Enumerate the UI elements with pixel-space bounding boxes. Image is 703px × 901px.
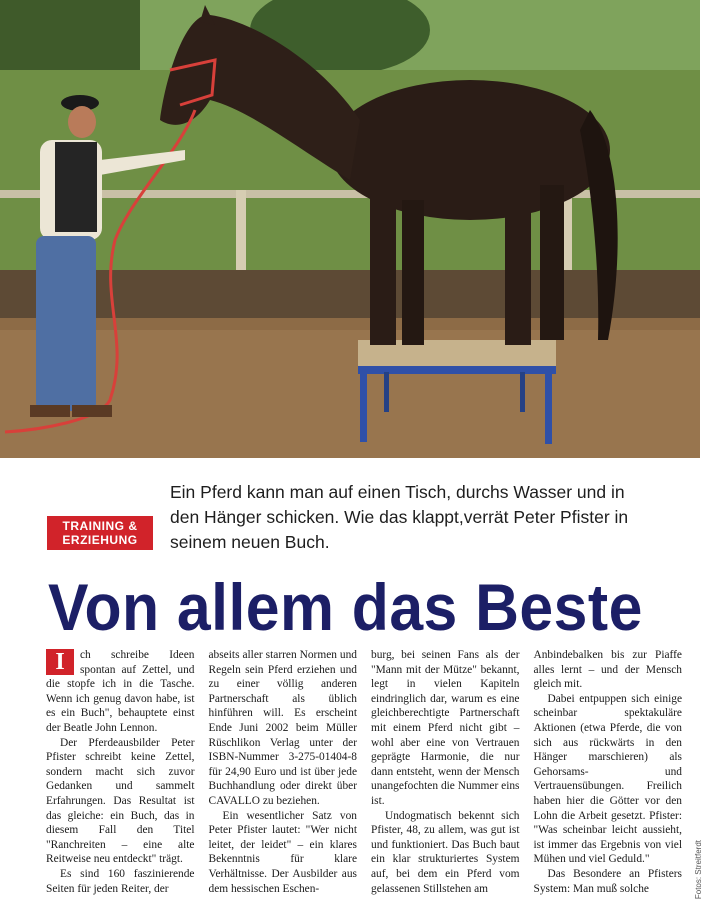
arena-wall xyxy=(0,270,700,320)
paragraph: Es sind 160 faszinierende Seiten für jeden Reiter, der xyxy=(46,867,195,895)
paragraph: I ch schreibe Ideen spontan auf Zettel, und die stopfe ich in die Tasche. Wenn ich genug davon habe, ist es ein Buch", behauptete einst der Beatle John Lennon. xyxy=(46,649,195,734)
paragraph: burg, bei seinen Fans als der "Mann mit der Mütze" bekannt, legt in vielen Kapiteln eindringlich dar, warum es eine gleichberechtigte Partnerschaft mit einem Pferd nicht gibt – wohl aber eine von Vertrauen geprägte Harmonie, die nur dann entsteht, wenn der Mensch unangefochten die Nummer eins ist. xyxy=(371,649,520,807)
text-column-2 xyxy=(209,648,358,896)
table-leg xyxy=(360,372,367,442)
article-headline: Von allem das Beste xyxy=(48,570,643,644)
category-line-2: ERZIEHUNG xyxy=(62,533,138,547)
text-column-1 xyxy=(46,648,195,896)
man-boot xyxy=(30,405,70,417)
text-column-4 xyxy=(534,648,683,896)
man-head xyxy=(68,106,96,138)
man-vest xyxy=(55,142,97,232)
article-deck: Ein Pferd kann man auf einen Tisch, durchs Wasser und in den Hänger schicken. Wie das klappt,verrät Peter Pfister in seinem neuen Buch. xyxy=(170,482,629,552)
paragraph: abseits aller starren Normen und Regeln sein Pferd erziehen und zu einer völlig anderen Partnerschaft als üblich hinführen will. Es erscheint Ende Juni 2002 beim Müller Rüschlikon Verlag unter der ISBN-Nummer 3-275-01404-8 für 24,90 Euro und ist über jede Buchhandlung oder direkt über CAVALLO zu beziehen. xyxy=(208,649,357,807)
man-jeans xyxy=(36,236,96,411)
photo-credit: Fotos: Streitferdt xyxy=(694,840,703,900)
text-column-3 xyxy=(371,648,520,896)
table-leg xyxy=(545,372,552,444)
paragraph: Ein wesentlicher Satz von Peter Pfister lautet: "Wer nicht leitet, der leidet" – ein klares Bekenntnis für klare Verhältnisse. Der Ausbilder aus dem hessischen Eschen- xyxy=(208,809,357,895)
fence-post xyxy=(236,190,246,270)
category-line-1: TRAINING & xyxy=(62,519,138,533)
paragraph: Anbindebalken bis zur Piaffe alles lernt – und der Mensch gleich mit. xyxy=(533,649,682,691)
paragraph: Das Besondere an Pfisters System: Man muß solche xyxy=(533,867,682,895)
paragraph: Undogmatisch bekennt sich Pfister, 48, zu allem, was gut ist und funktioniert. Das Buch baut ein klar strukturiertes System auf, bei dem ein Pferd vom gelassenen Stillstehen am xyxy=(371,809,520,895)
horse-leg xyxy=(370,190,396,345)
drop-cap: I xyxy=(46,649,74,675)
paragraph: Dabei entpuppen sich einige scheinbar spektakuläre Aktionen (etwa Pferde, die von sich aus rückwärts in den Hänger marschieren) als Gehorsams- und Vertrauensübungen. Freilich haben hier die Götter vor den Lohn die Arbeit gesetzt. Pfister: "Was scheinbar leicht aussieht, ist immer das Ergebnis von viel Mühen und viel Geduld." xyxy=(533,692,682,866)
category-label xyxy=(47,516,153,550)
article-body xyxy=(46,648,682,896)
paragraph: Der Pferdeausbilder Peter Pfister schreibt keine Zettel, sondern macht sich zuvor Gedanken und sammelt Erfahrungen. Das Resultat ist das gleiche: ein Buch, das in diesem Fall den Titel "Ranchreiten – eine alte Reitweise neu entdeckt" trägt. xyxy=(46,736,195,866)
